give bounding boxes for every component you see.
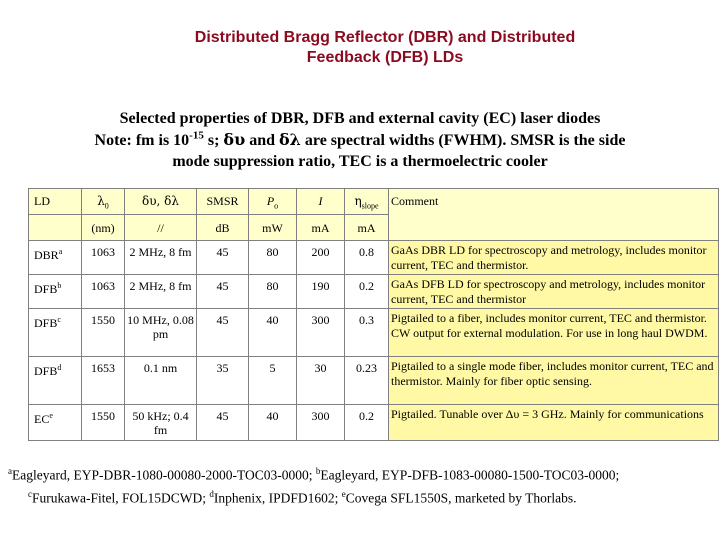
- row-width: 10 MHz, 0.08 pm: [125, 309, 197, 357]
- row-lambda: 1653: [82, 357, 125, 405]
- row-eta: 0.23: [345, 357, 389, 405]
- row-smsr: 45: [197, 275, 249, 309]
- footnote: [8, 462, 713, 507]
- row-po: 80: [249, 241, 297, 275]
- row-lambda: 1550: [82, 405, 125, 441]
- slide-title-line2: Feedback (DFB) LDs: [306, 49, 464, 66]
- table-row: [29, 405, 719, 441]
- table-row: [29, 357, 719, 405]
- caption-line3: mode suppression ratio, TEC is a thermoelectric cooler: [172, 153, 548, 170]
- row-smsr: 35: [197, 357, 249, 405]
- row-comment: Pigtailed. Tunable over Δυ = 3 GHz. Mainly for communications: [389, 405, 719, 441]
- header-ld: LD: [29, 189, 82, 215]
- header-po: $P_o$: [249, 189, 297, 215]
- row-comment: GaAs DBR LD for spectroscopy and metrology, includes monitor current, TEC and thermistor.: [389, 241, 719, 275]
- units-width: //: [125, 215, 197, 241]
- caption-line1: Selected properties of DBR, DFB and external cavity (EC) laser diodes: [119, 110, 601, 127]
- header-lambda: $\lambda_0$: [82, 189, 125, 215]
- units-lambda: (nm): [82, 215, 125, 241]
- row-smsr: 45: [197, 309, 249, 357]
- units-current: mA: [297, 215, 345, 241]
- row-comment: Pigtailed to a single mode fiber, includes monitor current, TEC and thermistor. Mainly for fiber optic sensing.: [389, 357, 719, 405]
- row-eta: 0.2: [345, 405, 389, 441]
- row-ld: DFB$^d$: [29, 357, 82, 405]
- slide-title: [0, 28, 720, 68]
- row-eta: 0.3: [345, 309, 389, 357]
- properties-table: [28, 188, 719, 441]
- header-current: I: [297, 189, 345, 215]
- units-po: mW: [249, 215, 297, 241]
- header-row: [29, 189, 719, 215]
- header-smsr: SMSR: [197, 189, 249, 215]
- row-current: 300: [297, 405, 345, 441]
- row-lambda: 1063: [82, 275, 125, 309]
- table-row: [29, 241, 719, 275]
- row-current: 200: [297, 241, 345, 275]
- row-ld: DFB$^b$: [29, 275, 82, 309]
- units-eta: mA: [345, 215, 389, 241]
- table-row: [29, 275, 719, 309]
- units-smsr: dB: [197, 215, 249, 241]
- header-width: δυ, δλ: [125, 189, 197, 215]
- table-row: [29, 309, 719, 357]
- row-po: 40: [249, 405, 297, 441]
- row-current: 190: [297, 275, 345, 309]
- header-comment: Comment: [389, 189, 719, 241]
- row-smsr: 45: [197, 405, 249, 441]
- row-po: 5: [249, 357, 297, 405]
- row-ld: $EC^e$: [29, 405, 82, 441]
- slide-title-line1: Distributed Bragg Reflector (DBR) and Distributed: [194, 29, 576, 46]
- row-width: 2 MHz, 8 fm: [125, 241, 197, 275]
- footnote-line2: $^c$Furukawa-Fitel, FOL15DCWD; $^d$Inphenix, IPDFD1602; $^e$Covega SFL1550S, marketed by Thorlabs.: [28, 488, 577, 505]
- row-eta: 0.2: [345, 275, 389, 309]
- row-width: 50 kHz; 0.4 fm: [125, 405, 197, 441]
- row-lambda: 1063: [82, 241, 125, 275]
- row-width: 2 MHz, 8 fm: [125, 275, 197, 309]
- caption-line2: Note: fm is $10^{-15}$ s; δυ and δλ are spectral widths (FWHM). SMSR is the side: [94, 129, 626, 149]
- header-eta: $\eta_{slope}$: [345, 189, 389, 215]
- row-width: 0.1 nm: [125, 357, 197, 405]
- row-po: 80: [249, 275, 297, 309]
- row-comment: GaAs DFB LD for spectroscopy and metrology, includes monitor current, TEC and thermistor: [389, 275, 719, 309]
- row-ld: DBR$^a$: [29, 241, 82, 275]
- row-smsr: 45: [197, 241, 249, 275]
- row-po: 40: [249, 309, 297, 357]
- row-comment: Pigtailed to a fiber, includes monitor current, TEC and thermistor. CW output for external modulation. For use in long haul DWDM.: [389, 309, 719, 357]
- row-current: 30: [297, 357, 345, 405]
- footnote-line1: $^a$Eagleyard, EYP-DBR-1080-00080-2000-TOC03-0000; $^b$Eagleyard, EYP-DFB-1083-00080-1500-TOC03-0000;: [8, 466, 620, 483]
- row-ld: DFB$^c$: [29, 309, 82, 357]
- units-ld: [29, 215, 82, 241]
- table-caption: [30, 108, 690, 172]
- row-lambda: 1550: [82, 309, 125, 357]
- row-current: 300: [297, 309, 345, 357]
- row-eta: 0.8: [345, 241, 389, 275]
